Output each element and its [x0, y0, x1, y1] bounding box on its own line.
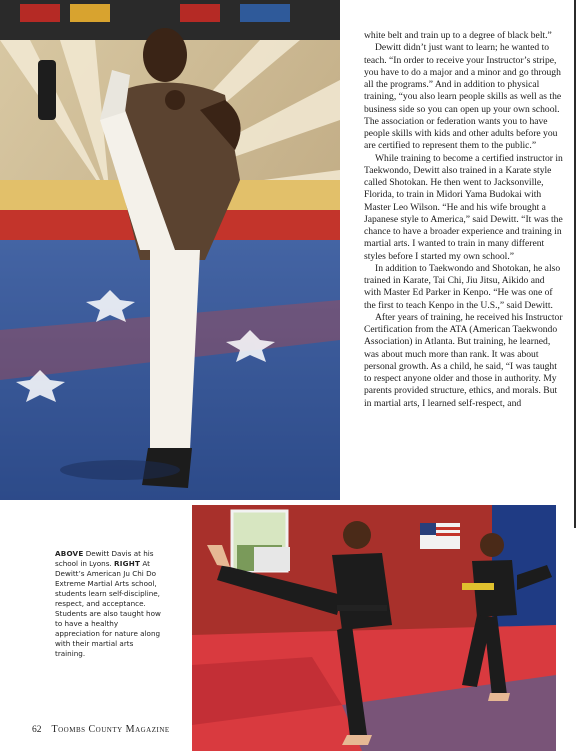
article-paragraph: While training to become a certified instructor in Taekwondo, Dewitt also trained in a Karate style called Shotokan. He then went to Jacksonville, Florida, to train in Midori Yama Budokai with Master Leo Wilson. “He and his wife brought a Japanese style to America,” said Dewitt. “It was the chance to have a broader experience and training in martial arts. I wanted to train in many different styles before I started my own school.”	[364, 152, 563, 262]
article-body	[364, 30, 563, 410]
page-number: 62	[32, 725, 42, 735]
photo-students-kicking-art	[192, 505, 556, 751]
photo-students-kicking	[192, 505, 556, 751]
caption-right-label: RIGHT	[114, 559, 141, 568]
caption-right-text: At Dewitt’s American Ju Chi Do Extreme Martial Arts school, students learn self-discipline, respect, and acceptance. Students are also taught how to have a healthy appreciation for nature along with their martial arts training.	[55, 559, 161, 658]
page-footer	[32, 724, 170, 735]
page-edge-rule	[574, 0, 576, 528]
article-paragraph: white belt and train up to a degree of black belt.”	[364, 30, 552, 41]
magazine-name: Toombs County Magazine	[51, 724, 170, 735]
photo-instructor-kick-art	[0, 0, 340, 500]
caption-above-text: Dewitt Davis at his school in Lyons.	[55, 549, 154, 568]
photo-instructor-kick	[0, 0, 340, 500]
article-paragraph: Dewitt didn’t just want to learn; he wanted to teach. “In order to receive your Instructor’s stripe, you have to do a major and a minor and go through all the programs.” And in addition to physical training, “you also learn people skills as well as the business side so you can open up your own school. The association or federation wants you to have people skills with kids and other adults before you are certified to represent them to the public.”	[364, 42, 562, 152]
caption-above-label: ABOVE	[55, 549, 84, 558]
article-paragraph: In addition to Taekwondo and Shotokan, he also trained in Karate, Tai Chi, Jiu Jitsu, Aikido and with Master Ed Parker in Kenpo. “He was one of the first to teach Kenpo in the U.S.,” said Dewitt.	[364, 262, 561, 311]
photo-caption	[55, 549, 161, 659]
article-paragraph: After years of training, he received his Instructor Certification from the ATA (American Taekwondo Association) in Atlanta. But training, he learned, was about much more than rank. It was about personal growth. As a child, he said, “I was taught to respect anyone older and those in authority. My parents provided structure, ethics, and morals. But in martial arts, I learned self-respect, and	[364, 311, 563, 409]
